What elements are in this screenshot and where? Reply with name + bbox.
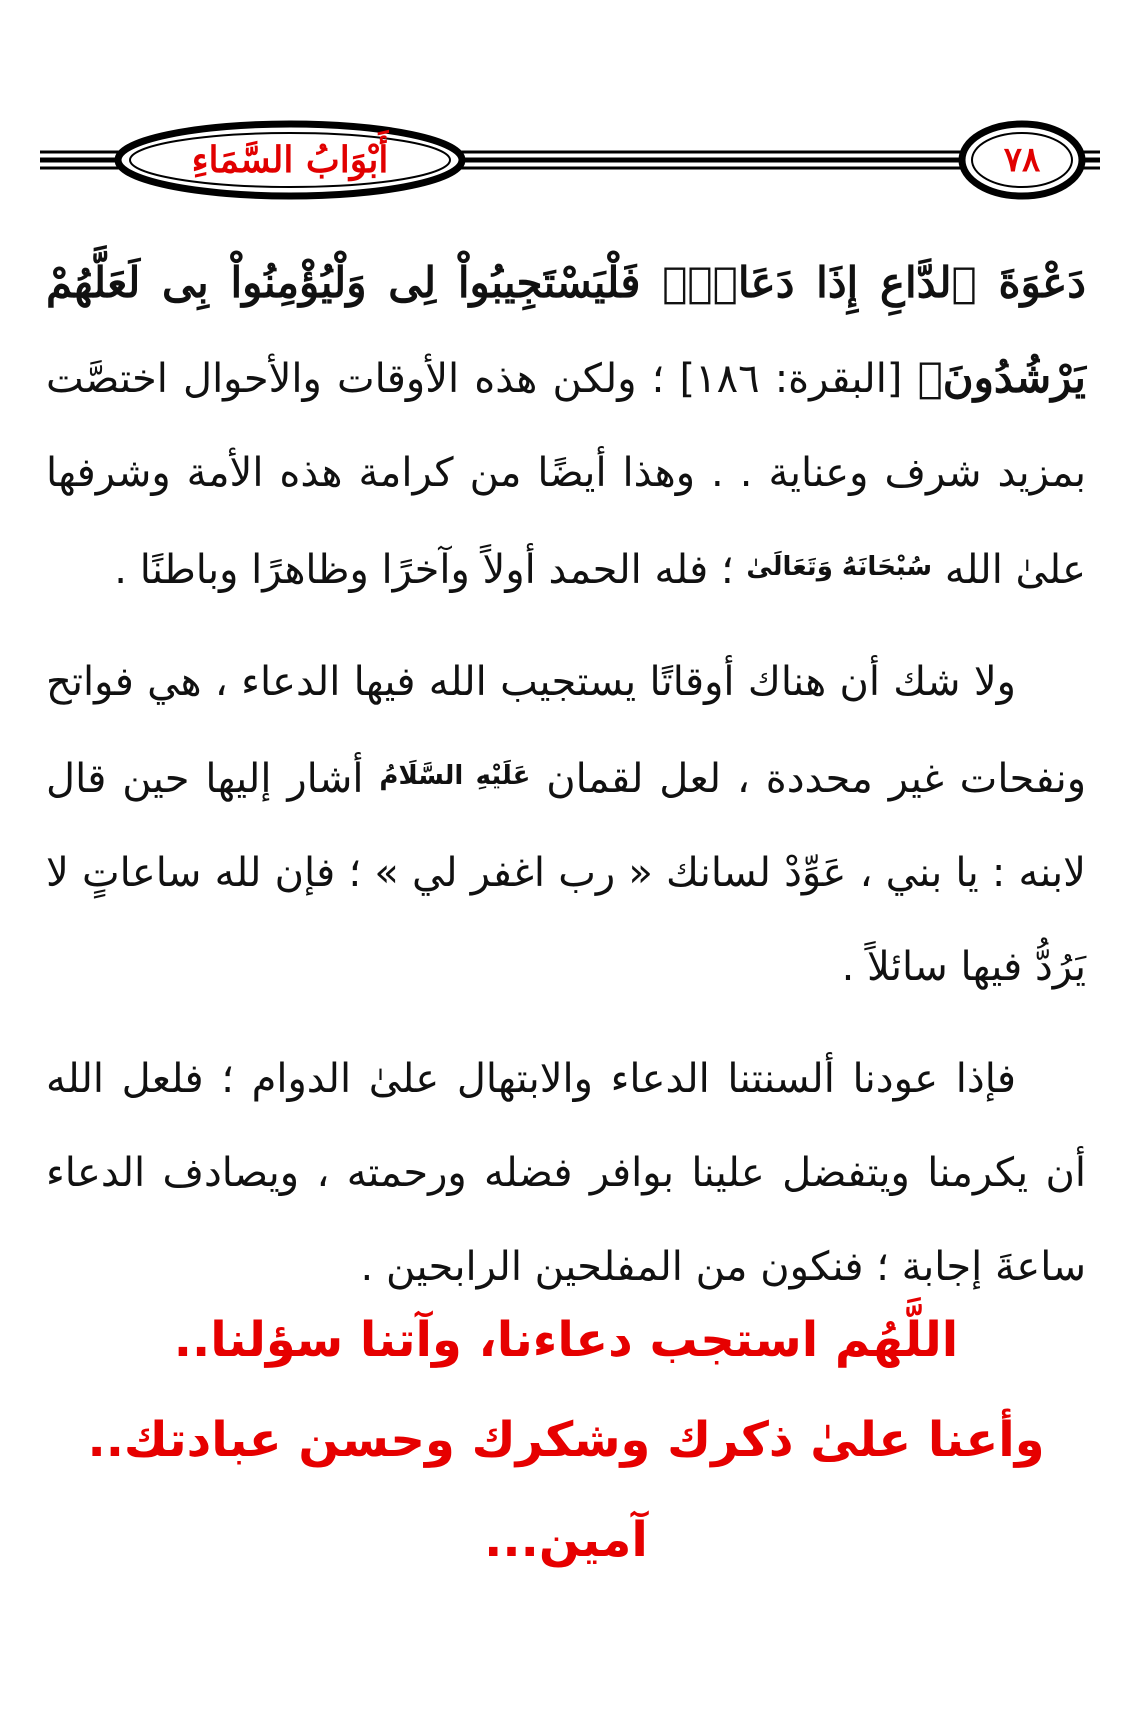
paragraph-1	[46, 236, 1086, 617]
honorific-glyph: سُبْحَانَهُ وَتَعَالَىٰ	[746, 552, 933, 582]
honorific-glyph: عَلَيْهِ السَّلَامُ	[379, 761, 531, 791]
paragraph-1-text-a: ؛ ولكن هذه الأوقات والأحوال اختصَّت بمزيد شرف وعناية . . وهذا أيضًا من كرامة هذه الأمة وشرفها علىٰ الله	[46, 356, 1086, 593]
paragraph-2	[46, 635, 1086, 1014]
page-number: ٧٨	[1003, 140, 1041, 180]
paragraph-1-text-b: ؛ فله الحمد أولاً وآخرًا وظاهرًا وباطنًا .	[114, 547, 734, 593]
quran-verse: دَعْوَةَ ٱلدَّاعِ إِذَا دَعَانِۖ فَلْيَسْتَجِيبُواْ لِى وَلْيُؤْمِنُواْ بِى لَعَلَّهُمْ يَرْشُدُونَ﴾	[46, 258, 1086, 402]
verse-reference: [البقرة: ١٨٦]	[679, 356, 903, 402]
paragraph-2-text-a: ولا شك أن هناك أوقاتًا يستجيب الله فيها الدعاء ، هي فواتح ونفحات غير محددة ، لعل لقمان	[46, 659, 1087, 802]
prayer-line-3: آمين...	[484, 1512, 648, 1568]
body-text	[46, 236, 1086, 1314]
prayer-line-1: اللَّهُم استجب دعاءنا، وآتنا سؤلنا..	[173, 1312, 959, 1368]
paragraph-3	[46, 1032, 1086, 1314]
paragraph-2-text-b: أشار إليها حين قال لابنه : يا بني ، عَوِّدْ لسانك « رب اغفر لي » ؛ فإن لله ساعاتٍ لا يَرُدُّ فيها سائلاً .	[46, 756, 1086, 990]
running-title: أَبْوَابُ السَّمَاءِ	[191, 139, 389, 181]
prayer-line-2: وأعنا علىٰ ذكرك وشكرك وحسن عبادتك..	[87, 1412, 1045, 1468]
closing-prayer	[46, 1290, 1086, 1590]
paragraph-3-text: فإذا عودنا ألسنتنا الدعاء والابتهال علىٰ الدوام ؛ فلعل الله أن يكرمنا ويتفضل علينا بوافر فضله ورحمته ، ويصادف الدعاء ساعةَ إجابة ؛ فنكون من المفلحين الرابحين .	[46, 1056, 1086, 1290]
page-header	[40, 120, 1100, 200]
